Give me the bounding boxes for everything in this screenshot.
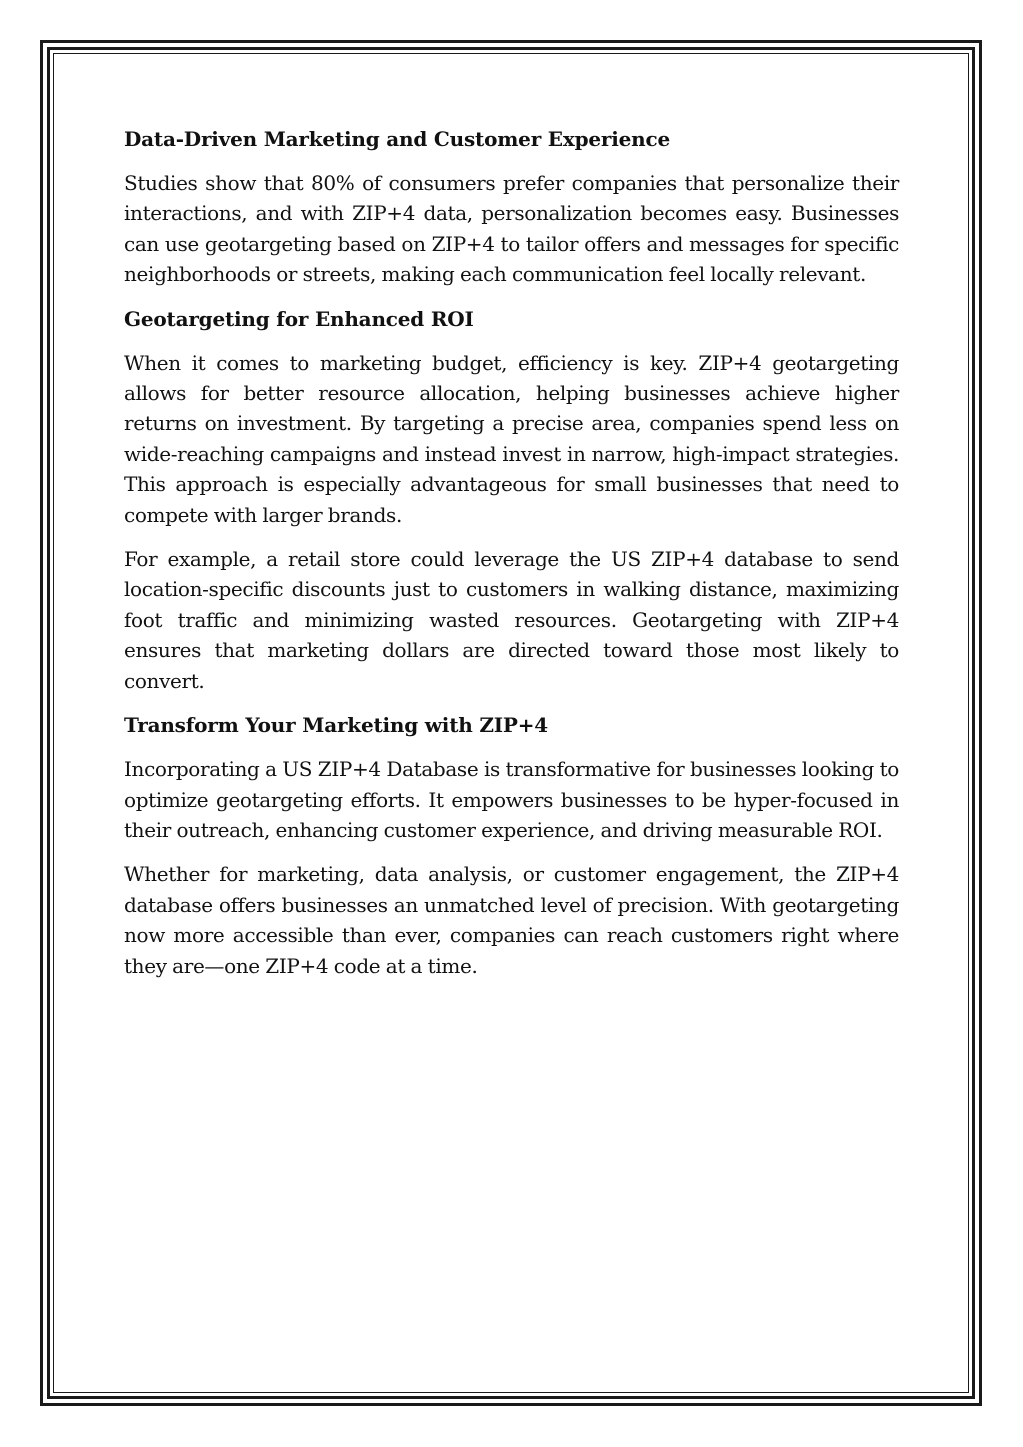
section-heading: Data-Driven Marketing and Customer Experience [124,127,670,151]
section-data-driven-marketing [124,124,899,290]
section-heading: Geotargeting for Enhanced ROI [124,306,474,331]
paragraph: Incorporating a US ZIP+4 Database is transformative for businesses looking to optimize geotargeting efforts. It empowers businesses to be hyper-focused in their outreach, enhancing customer experience, and driving measurable ROI. [124,757,899,842]
paragraph: Studies show that 80% of consumers prefer companies that personalize their interactions, and with ZIP+4 data, personalization becomes easy. Businesses can use geotargeting based on ZIP+4 to tailor offers and messages for specific neighborhoods or streets, making each communication feel locally relevant. [124,171,899,287]
section-geotargeting-roi [124,304,899,696]
section-heading: Transform Your Marketing with ZIP+4 [124,713,549,738]
paragraph: For example, a retail store could leverage the US ZIP+4 database to send location-specific discounts just to customers in walking distance, maximizing foot traffic and minimizing wasted resources. Geotargeting with ZIP+4 ensures that marketing dollars are directed toward those most likely to convert. [124,547,899,693]
section-transform-marketing [124,710,899,981]
paragraph: When it comes to marketing budget, efficiency is key. ZIP+4 geotargeting allows for better resource allocation, helping businesses achieve higher returns on investment. By targeting a precise area, companies spend less on wide-reaching campaigns and instead invest in narrow, high-impact strategies. This approach is especially advantageous for small businesses that need to compete with larger brands. [124,350,899,527]
document-body [124,124,899,995]
paragraph: Whether for marketing, data analysis, or customer engagement, the ZIP+4 database offers businesses an unmatched level of precision. With geotargeting now more accessible than ever, companies can reach customers right where they are—one ZIP+4 code at a time. [124,862,899,978]
